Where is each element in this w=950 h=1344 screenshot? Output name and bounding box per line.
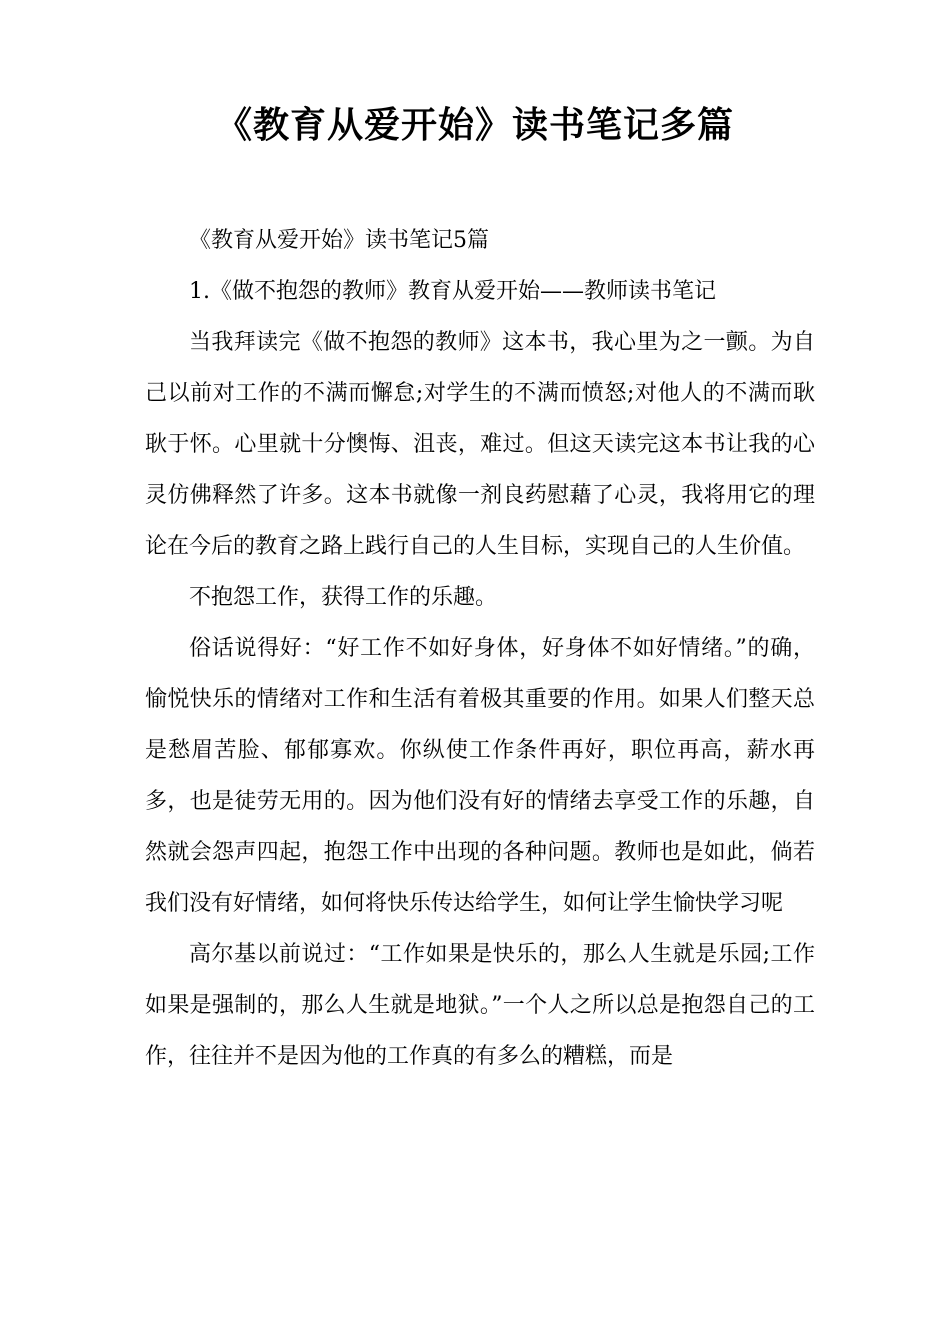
- section-heading-paragraph: 1.《做不抱怨的教师》教育从爱开始——教师读书笔记: [189, 279, 716, 304]
- body-paragraph: 不抱怨工作，获得工作的乐趣。: [189, 585, 498, 610]
- body-paragraph: 当我拜读完《做不抱怨的教师》这本书，我心里为之一颤。为自己以前对工作的不满而懈怠;对学生的不满而愤怒;对他人的不满而耿耿于怀。心里就十分懊悔、沮丧，难过。但这天读完这本书让我的心灵仿佛释然了许多。这本书就像一剂良药慰藉了心灵，我将用它的理论在今后的教育之路上践行自己的人生目标，实现自己的人生价值。: [145, 330, 815, 559]
- body-paragraph: 俗话说得好：“好工作不如好身体，好身体不如好情绪。”的确，愉悦快乐的情绪对工作和生活有着极其重要的作用。如果人们整天总是愁眉苦脸、郁郁寡欢。你纵使工作条件再好，职位再高，薪水再多，也是徒劳无用的。因为他们没有好的情绪去享受工作的乐趣，自然就会怨声四起，抱怨工作中出现的各种问题。教师也是如此，倘若我们没有好情绪，如何将快乐传达给学生，如何让学生愉快学习呢: [145, 636, 815, 916]
- subtitle-paragraph: 《教育从爱开始》读书笔记5篇: [189, 228, 489, 253]
- body-paragraph: 高尔基以前说过：“工作如果是快乐的，那么人生就是乐园;工作如果是强制的，那么人生就是地狱。”一个人之所以总是抱怨自己的工作，往往并不是因为他的工作真的有多么的糟糕，而是: [145, 942, 815, 1069]
- document-title: 《教育从爱开始》读书笔记多篇: [215, 105, 734, 146]
- document-body: [145, 215, 815, 1082]
